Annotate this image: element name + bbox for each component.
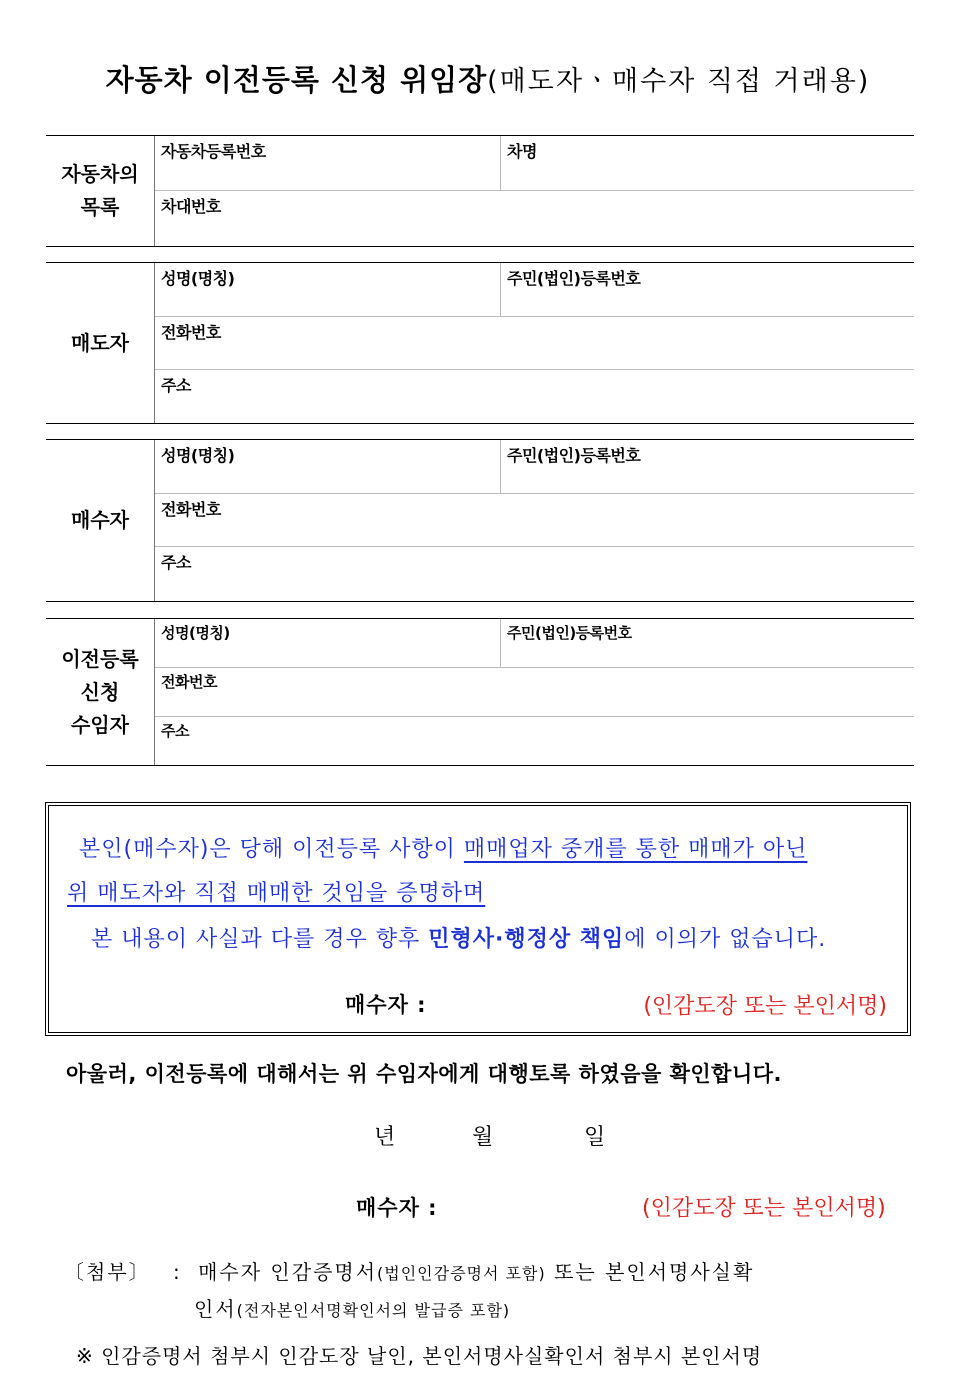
attachment-tag: 〔첨부〕	[64, 1260, 151, 1284]
buyer-section-label: 매수자	[46, 440, 155, 601]
attachment-line-1	[64, 1256, 754, 1285]
agent-label-line1: 이전등록	[61, 646, 139, 671]
agent-label-line2: 신청	[80, 679, 120, 704]
agent-name-label: 성명(명칭)	[161, 624, 230, 642]
reg-no-field[interactable]	[155, 136, 501, 190]
attachment-text-2a: 인서	[194, 1297, 237, 1321]
agent-address-field[interactable]	[155, 717, 914, 765]
declaration-line-3-c: 에 이의가 없습니다.	[624, 927, 827, 952]
seller-id-label: 주민(법인)등록번호	[507, 269, 641, 288]
attachment-colon: :	[173, 1260, 182, 1284]
declaration-line-2: 위 매도자와 직접 매매한 것임을 증명하며	[67, 881, 486, 906]
buyer-phone-label: 전화번호	[161, 500, 221, 519]
buyer-name-label: 성명(명칭)	[161, 446, 235, 465]
signature-label: 매수자 :	[356, 1196, 438, 1220]
agent-address-label: 주소	[161, 722, 189, 740]
vehicle-section	[46, 135, 914, 247]
declaration-line-3-b: 민형사·행정상 책임	[428, 927, 625, 952]
document-title	[0, 58, 976, 99]
agent-section	[46, 618, 914, 766]
declaration-line-3-a: 본 내용이 사실과 다를 경우 향후	[91, 927, 429, 952]
buyer-id-label: 주민(법인)등록번호	[507, 446, 641, 465]
agent-label-line3: 수임자	[71, 712, 129, 737]
seller-section-label: 매도자	[46, 263, 155, 423]
confirm-text: 아울러, 이전등록에 대해서는 위 수임자에게 대행토록 하였음을 확인합니다.	[66, 1062, 782, 1086]
vehicle-section-label	[46, 136, 155, 246]
declaration-line-1	[79, 832, 807, 863]
seller-name-label: 성명(명칭)	[161, 269, 235, 288]
signature-note[interactable]: (인감도장 또는 본인서명)	[642, 1196, 886, 1221]
attachment-text-1c: 또는 본인서명사실확	[554, 1260, 755, 1284]
vin-field[interactable]	[155, 191, 914, 246]
agent-name-field[interactable]	[155, 619, 501, 667]
date-month[interactable]: 월	[472, 1125, 494, 1150]
seller-name-field[interactable]	[155, 263, 501, 316]
agent-phone-field[interactable]	[155, 668, 914, 716]
buyer-name-field[interactable]	[155, 440, 501, 493]
vehicle-label-line1: 자동차의	[61, 162, 139, 186]
car-name-field[interactable]	[501, 136, 914, 190]
seller-section	[46, 262, 914, 424]
title-sub: (매도자ㆍ매수자 직접 거래용)	[487, 66, 871, 97]
vehicle-label-line2: 목록	[80, 195, 120, 219]
seller-address-label: 주소	[161, 376, 191, 395]
car-name-label: 차명	[507, 142, 537, 161]
title-main: 자동차 이전등록 신청 위임장	[105, 63, 488, 97]
agent-id-label: 주민(법인)등록번호	[507, 624, 632, 642]
seller-id-field[interactable]	[501, 263, 914, 316]
seller-phone-field[interactable]	[155, 317, 914, 369]
declaration-box	[45, 802, 911, 1036]
agent-section-label	[46, 619, 155, 765]
attachment-text-1b: (법인인감증명서 포함)	[377, 1264, 546, 1283]
reg-no-label: 자동차등록번호	[161, 142, 266, 161]
declaration-signer-label: 매수자 :	[345, 993, 427, 1017]
seller-phone-label: 전화번호	[161, 323, 221, 342]
agent-phone-label: 전화번호	[161, 673, 217, 691]
declaration-line-3	[91, 922, 826, 953]
buyer-address-field[interactable]	[155, 547, 914, 601]
agent-id-field[interactable]	[501, 619, 914, 667]
attachment-text-1a: 매수자 인감증명서	[198, 1260, 378, 1284]
buyer-address-label: 주소	[161, 553, 191, 572]
vin-label: 차대번호	[161, 197, 221, 216]
declaration-line-1-b: 매매업자 중개를 통한 매매가 아닌	[463, 837, 808, 862]
footnote: ※ 인감증명서 첨부시 인감도장 날인, 본인서명사실확인서 첨부시 본인서명	[76, 1344, 763, 1368]
buyer-phone-field[interactable]	[155, 494, 914, 546]
date-year[interactable]: 년	[374, 1125, 396, 1150]
attachment-line-2	[194, 1293, 510, 1322]
seller-address-field[interactable]	[155, 370, 914, 423]
attachment-text-2b: (전자본인서명확인서의 발급증 포함)	[236, 1301, 511, 1320]
buyer-section	[46, 439, 914, 602]
declaration-signer-note[interactable]: (인감도장 또는 본인서명)	[643, 994, 887, 1019]
declaration-line-1-a: 본인(매수자)은 당해 이전등록 사항이	[79, 837, 464, 862]
buyer-id-field[interactable]	[501, 440, 914, 493]
date-day[interactable]: 일	[584, 1125, 606, 1150]
